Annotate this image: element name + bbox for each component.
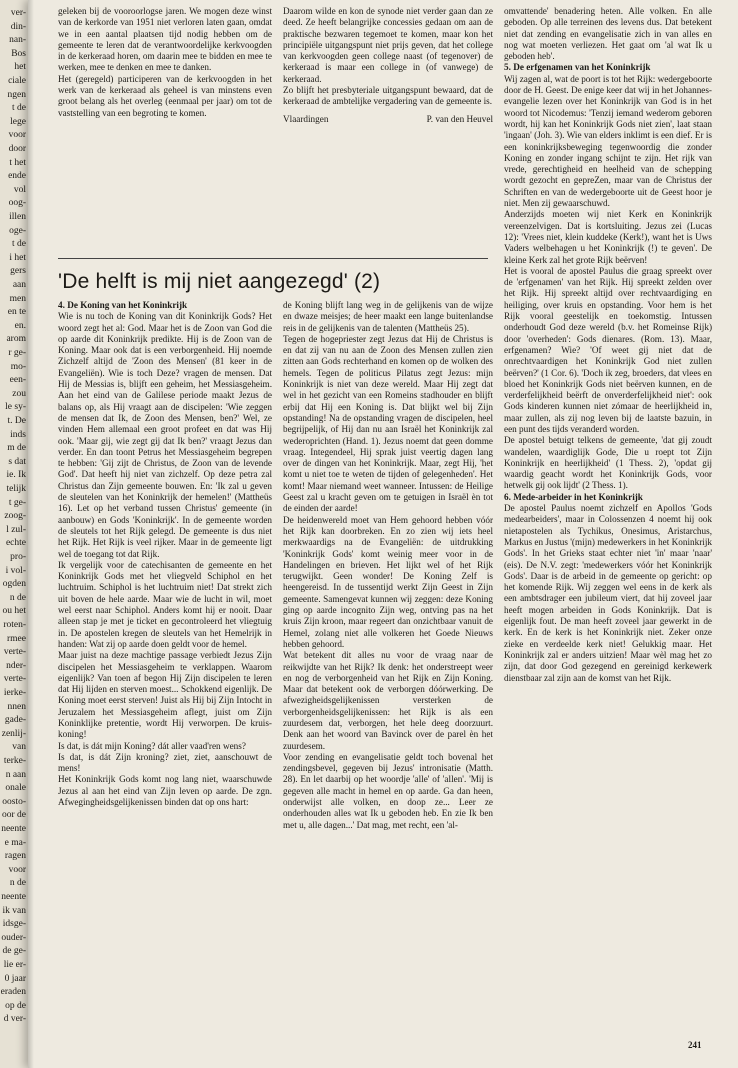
- top-column-1: [58, 6, 272, 246]
- col2-paragraph-4: Wat betekent dit alles nu voor de vraag naar de reikwijdte van het Rijk? Ik denk: het onderstreept weer en nog de verborgenheid van het Rijk en Zijn Koning. Maar dat betekent ook de verborgen dóórwerking. De afwezigheidsgelijkenissen versterken de verborgenheidsgelijkenissen: het Rijk is als een zuurdesem dat, verborgen, het hele deeg doorzuurt. Denk aan het woord van Bavinck over de parel èn het zuurdesem.: [283, 650, 493, 751]
- previous-page-fragment: t de: [12, 239, 26, 250]
- previous-page-fragment: e ma-: [4, 837, 26, 848]
- top-col1-paragraph-1: geleken bij de vooroorlogse jaren. We mogen deze winst van de kerkorde van 1951 niet verloren laten gaan, omdat we in een aantal plaatsen tijd nodig hebben om de gemeente te leren dat de verantwoordelijke kerkvoogden in de kerkeraad horen, om daarin mee te bidden en mee te werken, mee te denken en mee te danken.: [58, 6, 272, 73]
- section-heading-5: 5. De erfgenamen van het Koninkrijk: [504, 62, 651, 73]
- previous-page-fragment: ogden: [2, 579, 26, 590]
- previous-page-fragment: 0 jaar: [4, 973, 26, 984]
- previous-page-fragment: echte: [5, 538, 26, 549]
- col1-paragraph-4: Het Koninkrijk Gods komt nog lang niet, waarschuwde Jezus al aan het eind van Zijn leven op aarde. De zgn. Afwegingheidsgelijkenissen binden dat op ons hart:: [58, 774, 272, 808]
- previous-page-fragment: nnen: [7, 701, 26, 712]
- previous-page-fragment: Bos: [11, 48, 26, 59]
- signature-place: Vlaardingen: [283, 113, 329, 124]
- col2-paragraph-1: de Koning blijft lang weg in de gelijkenis van de wijze en dwaze meisjes; de heer maakt een lange buitenlandse reis in de gelijkenis van de talenten (Mattheüs 25).: [283, 300, 493, 333]
- article-column-3: [504, 6, 712, 1031]
- previous-page-fragment: n de: [9, 878, 26, 889]
- previous-page-fragment: nder-: [6, 660, 26, 671]
- previous-page-fragment: voor: [8, 130, 26, 141]
- previous-page-fragment: inds: [10, 429, 26, 440]
- previous-page-fragment: ragen: [4, 851, 26, 862]
- previous-page-fragment: r ge-: [8, 348, 26, 358]
- col1-paragraph-1: Wie is nu toch de Koning van dit Koninkrijk Gods? Het woord zegt het al: God. Maar het is de Zoon van God die op aarde dit Koninkrijk predikte. Hij is de Zoon van de Koning. Maar ook dat is een verborgenheid. Hij noemde Zichzelf altijd de 'Zoon des Mensen' (81 keer in de Evangeliën). Wie is toch Deze? vragen de mensen. Dat Hij de Messias is, blijft een geheim, het Messiasgeheim. Aan het eind van de Galilese periode maakt Jezus de balans op, als Hij vraagt aan de discipelen: 'Wie zeggen de mensen dat Ik, de Zoon des Mensen, ben?' Wel, ze vinden Hem allemaal een groot profeet en dat was Hij ook. 'Maar gij, wie zegt gij dat Ik ben?' vraagt Jezus dan verder. En dan toont Petrus het Messiasgeheim begrepen te hebben: 'Gij zijt de Christus, de Zoon van de levende God'. Dat heeft hij niet van zichzelf. Op deze petra zal Christus dan Zijn gemeente bouwen. En: 'Ik zal u geven de sleutelen van het Koninkrijk der hemelen!' (Mattheüs 16). Let op het verband tussen Christus' gemeente (in aanbouw) en Gods 'Koninkrijk'. In de gemeente worden de sleutels tot het Rijk gelegd. De gemeente is dus niet het Rijk. Het Rijk is veel rijker. Maar in de gemeente ligt wel de toegang tot dat Rijk.: [58, 311, 272, 559]
- top-col2-paragraph-2: Zo blijft het presbyteriale uitgangspunt bewaard, dat de kerkeraad de ambtelijke vergadering van de gemeente is.: [283, 85, 493, 107]
- article-column-1: [58, 300, 272, 1030]
- col3-paragraph-6: De apostel Paulus noemt zichzelf en Apollos 'Gods medearbeiders', maar in Colossenzen 4 noemt hij ook nietapostelen als Tychikus, Onesimus, Aristarchus, Markus en Justus '(mijn) medewerkers in het Koninkrijk Gods'. In het Grieks staat echter niet 'in' maar 'naar' (eis). De N.V. zegt: 'medewerkers vóór het Koninkrijk Gods'. Daar is de arbeid in de gemeente op gericht: op het komende Rijk. Wij zeggen wel eens in de kerk als een ambtsdrager een jubileum viert, dat hij zoveel jaar heeft mogen arbeiden in Gods Koninkrijk. Dat is eigenlijk fout. De man heeft zoveel jaar gewerkt in de kerk. En de kerk is het Koninkrijk niet. Zeker onze zieke en verdeelde kerk niet! Gelukkig maar. Het Koninkrijk zal er anders uitzien! Maar wèl mag het zo zijn, dat door God gezegend en gereinigd kerkewerk dienstbaar zal zijn aan de komst van het Rijk.: [504, 503, 712, 683]
- previous-page-fragment: verte-: [3, 647, 26, 658]
- previous-page-fragment: ende: [8, 171, 26, 182]
- previous-page-fragment: aan: [12, 280, 26, 290]
- previous-page-fragment: l zul-: [6, 524, 26, 535]
- col3-paragraph-4: Het is vooral de apostel Paulus die graag spreekt over de 'erfgenamen' van het Rijk. Hij spreekt zelden over het Rijk. Hij spreekt altijd over rechtvaardiging en heiliging, over kruis en opstanding. Voor hem is het Rijk vooral geestelijk en toekomstig. Intussen onderhoudt God deze wereld (b.v. het Romeinse Rijk) door 'overheden': Gods dienares. (Rom. 13). Maar, erfgenamen? Wie? 'Of weet gij niet dat de onrechtvaardigen het Koninkrijk God niet zullen beërven?' (1 Cor. 6). 'Doch ik zeg, broeders, dat vlees en bloed het Koninkrijk Gods niet beërven kunnen, en de verderfelijkheid beërft de onverderfelijkheid niet': ook Gods kinderen kunnen niet zómaar de heerlijkheid in, maar zullen, als zij nog leven bij de laatste bazuin, in een punt des tijds veranderd worden.: [504, 265, 712, 434]
- previous-page-fragment: ouder-: [1, 932, 26, 943]
- previous-page-fragment: idsge-: [2, 919, 26, 930]
- previous-page-fragment: oog-: [8, 198, 26, 209]
- previous-page-fragment: neente: [1, 824, 26, 834]
- previous-page-fragment: zoog-: [4, 511, 26, 522]
- previous-page-fragment: roten-: [3, 620, 26, 630]
- signature-name: P. van den Heuvel: [426, 113, 493, 124]
- previous-page-fragment: eraden: [0, 987, 26, 998]
- previous-page-fragment: ik van: [2, 905, 26, 916]
- col2-paragraph-3: De heidenwereld moet van Hem gehoord hebben vóór het Rijk kan doorbreken. En zo zien wij iets heel merkwaardigs na de Evangeliën: de uitdrukking 'Koninkrijk Gods' komt weinig meer voor in de Handelingen en brieven. Het lijkt wel of het Rijk terugwijkt. Geen wonder! De Koning Zelf is heengereisd. In de tussentijd werkt Zijn Geest in Zijn gemeente. Samengevat kunnen wij zeggen: deze Koning ging op aarde incognito Zijn weg, ontving pas na het kruis Zijn kroon, maar regeert dan onzichtbaar vanuit de Hemel, zolang niet alle volkeren het Goede Nieuws hebben gehoord.: [283, 514, 493, 649]
- previous-page-fragment: zenlij-: [1, 728, 26, 739]
- col3-paragraph-5: De apostel betuigt telkens de gemeente, 'dat gij zoudt wandelen, waardiglijk Gode, Die u roept tot Zijn Koninkrijk en heerlijkheid' (1 Thess. 2), 'opdat gij waardig geacht wordt het Koninkrijk Gods, voor hetwelk gij ook lijdt' (2 Thess. 1).: [504, 435, 712, 491]
- previous-page-fragment: oosto-: [2, 796, 26, 807]
- previous-page-fragment: zou: [12, 388, 26, 399]
- previous-page-fragment: ver-: [10, 8, 26, 18]
- previous-page-fragment: een-: [9, 375, 26, 386]
- previous-page-fragment: ierke-: [3, 688, 26, 698]
- previous-page-fragment: en.: [14, 320, 26, 331]
- col1-quote-1: Is dat, is dát mijn Koning? dát aller vaad'ren wens?: [58, 740, 246, 751]
- previous-page-fragment: rmee: [7, 633, 26, 644]
- magazine-page: [28, 0, 738, 1068]
- author-signature: [283, 114, 493, 125]
- previous-page-fragment: men: [9, 293, 26, 304]
- section-divider: [58, 258, 488, 259]
- col1-paragraph-2: Ik vergelijk voor de catechisanten de gemeente en het Koninkrijk Gods met het vliegveld Schiphol en het luchtruim. Schiphol is het luchtruim niet! Dat strekt zich uit boven de hele aarde. Maar wie de lucht in wil, moet wel eerst naar Schiphol. Anders komt hij er nooit. Daar alleen stap je met je ticket en gecontroleerd het vliegtuig in. De apostelen kregen de sleutels van het Hemelrijk in handen: Wat zij op aarde doen geldt voor de hemel.: [58, 559, 272, 649]
- previous-page-fragment: en te: [7, 307, 26, 318]
- previous-page-fragment: van: [12, 742, 26, 753]
- col1-quote-2: Is dat, is dát Zijn kroning? ziet, ziet, aanschouwt de mens!: [58, 751, 272, 774]
- col3-paragraph-3: Anderzijds moeten wij niet Kerk en Koninkrijk vereenzelvigen. Dat is kortsluiting. Jezus zei (Lucas 12): 'Vrees niet, klein kuddeke (Kerk!), want het is Uws Vaders welbehagen u het Koninkrijk (!) te geven'. De kleine Kerk zal het grote Rijk beërven!: [504, 209, 712, 265]
- previous-page-fragment: verte-: [3, 674, 26, 685]
- previous-page-fragment: n aan: [5, 769, 26, 780]
- previous-page-fragment: m de: [7, 443, 26, 454]
- page-gutter-shadow: [28, 0, 34, 1068]
- previous-page-fragment: gers: [10, 266, 26, 277]
- previous-page-fragment: t de: [12, 103, 26, 114]
- col2-paragraph-2: Tegen de hogepriester zegt Jezus dat Hij de Christus is en dat zij van nu aan de Zoon des Mensen zullen zien zitten aan Gods rechterhand en komen op de wolken des hemels. Tegen de politicus Pilatus zegt Jezus: mijn Koninkrijk is niet van deze wereld. Maar Hij zegt dat wel in het gezicht van een Romeins stadhouder en blijft erbij dat Hij een Koning is. Dat blijkt wel bij Zijn opstanding! Na de opstanding vragen de discipelen, heel begrijpelijk, of Hij dan nu aan Israël het Koninkrijk zal wederoprichten (Hand. 1). Jezus noemt dat geen domme vraag. Integendeel, Hij sprak juist veertig dagen lang over de dingen van het Koninkrijk. Maar, zegt Hij, 'het komt u niet toe te weten de tijden of gelegenheden'. Het komt! Maar niemand weet wanneer. Intussen: de Heilige Geest zal u kracht geven om te getuigen in Israël èn tot de einden der aarde!: [283, 333, 493, 514]
- previous-page-fragment: terke-: [3, 756, 26, 766]
- previous-page-fragment: s dat: [8, 456, 26, 467]
- col1-paragraph-3: Maar juist na deze machtige passage verbiedt Jezus Zijn discipelen het Messiasgeheim te verklappen. Waarom eigenlijk? Van toen af begon Hij Zijn discipelen te leren dat Hij lijden en sterven moest... Schokkend eigenlijk. De Koning moet eerst sterven! Juist als Hij bij Zijn Intocht in Jeruzalem het Messiasgeheim aflegt, juist om Zijn Koninklijke pretentie, wordt Hij verworpen. De kruis-koning!: [58, 650, 272, 740]
- previous-page-fragment: illen: [9, 212, 26, 222]
- page-number: 241: [688, 1040, 702, 1050]
- previous-page-fragment: pro-: [10, 552, 26, 562]
- previous-page-fragment: lie er-: [3, 960, 26, 970]
- article-title: 'De helft is mij niet aangezegd' (2): [58, 270, 381, 293]
- previous-page-fragment: i het: [9, 252, 26, 263]
- previous-page-fragment: lege: [10, 116, 26, 127]
- previous-page-fragment: ie. Ik: [6, 470, 26, 481]
- previous-page-fragment: t het: [9, 157, 26, 168]
- previous-page-fragment: arom: [6, 334, 26, 345]
- previous-page-fragment: mo-: [10, 361, 26, 372]
- previous-page-fragment: vol: [13, 184, 26, 195]
- previous-page-fragment: n de: [9, 592, 26, 603]
- col3-paragraph-1: omvattende' benadering heten. Alle volken. En alle geboden. Op alle terreinen des levens dus. Dat betekent niet dat zending en evangelisatie zich in van alles en nog wat moeten verliezen. Het gaat om 'al wat Ik u geboden heb'.: [504, 6, 712, 62]
- article-column-2: [283, 300, 493, 1030]
- previous-page-fragment: onale: [5, 783, 26, 794]
- previous-page-strip: [0, 0, 28, 1068]
- previous-page-fragment: ngen: [7, 89, 26, 100]
- previous-page-fragment: le sy-: [5, 402, 26, 413]
- previous-page-fragment: t ge-: [8, 497, 26, 508]
- previous-page-fragment: voor: [8, 864, 26, 875]
- previous-page-fragment: d ver-: [3, 1014, 26, 1025]
- top-col2-paragraph-1: Daarom wilde en kon de synode niet verder gaan dan ze deed. Ze heeft belangrijke concessies gedaan om aan de praktische bezwaren tegemoet te komen, maar kon het principiële uitgangspunt niet prijs geven, dat het college van kerkvoogden geen college naast (of tegenover) de kerkeraad is maar een college in (of vanwege) de kerkeraad.: [283, 6, 493, 84]
- previous-page-fragment: op de: [5, 1000, 26, 1011]
- top-col1-paragraph-2: Het (geregeld) participeren van de kerkvoogden in het werk van de kerkeraad als geheel is van minstens even groot belang als het overleg (eenmaal per jaar) om tot de vaststelling van een begroting te komen.: [58, 73, 272, 118]
- section-heading-6: 6. Mede-arbeider in het Koninkrijk: [504, 491, 643, 502]
- previous-page-fragment: het: [14, 62, 26, 73]
- top-column-2: [283, 6, 493, 246]
- previous-page-fragment: oor de: [1, 810, 26, 821]
- previous-page-fragment: ciale: [8, 76, 26, 86]
- previous-page-fragment: neente: [1, 892, 26, 902]
- previous-page-fragment: i vol-: [5, 565, 26, 576]
- previous-page-fragment: door: [8, 144, 26, 154]
- previous-page-fragment: ou het: [2, 606, 26, 617]
- previous-page-fragment: nan-: [9, 35, 26, 46]
- previous-page-fragment: oge-: [9, 225, 26, 236]
- previous-page-fragment: telijk: [6, 484, 26, 494]
- previous-page-fragment: de ge-: [2, 946, 26, 957]
- previous-page-fragment: din-: [10, 21, 26, 32]
- previous-page-fragment: gade-: [4, 715, 26, 726]
- section-heading-4: 4. De Koning van het Koninkrijk: [58, 300, 188, 310]
- previous-page-fragment: t. De: [7, 416, 26, 426]
- col3-paragraph-2: Wij zagen al, wat de poort is tot het Rijk: wedergeboorte door de H. Geest. De enige keer dat wij in het Johannes-evangelie lezen over het Koninkrijk van God is in het woord tot Nicodemus: 'Tenzij iemand wederom geboren wordt, hij kan het Koninkrijk Gods niet zien', laat staan 'ingaan' (Joh. 3). Wie van elders inklimt is een dief. Er is een koninkrijksbeweging tegenwoordig die zonder Koning en zonder ingang schijnt te zijn. Het rijk van vrede, gerechtigheid en heelheid van de schepping wordt gezocht en gepreZen, maar van de Christus der Schriften en van de wedergeboorte uit de Geest hoor je niet. Men zij gewaarschuwd.: [504, 73, 712, 209]
- col2-paragraph-5: Voor zending en evangelisatie geldt toch bovenal het zendingsbevel, gegeven bij Jezus' intronisatie (Matth. 28). En let daarbij op het woordje 'alle' of 'allen'. 'Mij is gegeven alle macht in hemel en op aarde. Ga dan heen, onderwijst alle volken, en doop ze... Leer ze onderhouden alles wat Ik u geboden heb. En zie Ik ben met u, alle dagen...' Dat mag, met recht, een 'al-: [283, 751, 493, 830]
